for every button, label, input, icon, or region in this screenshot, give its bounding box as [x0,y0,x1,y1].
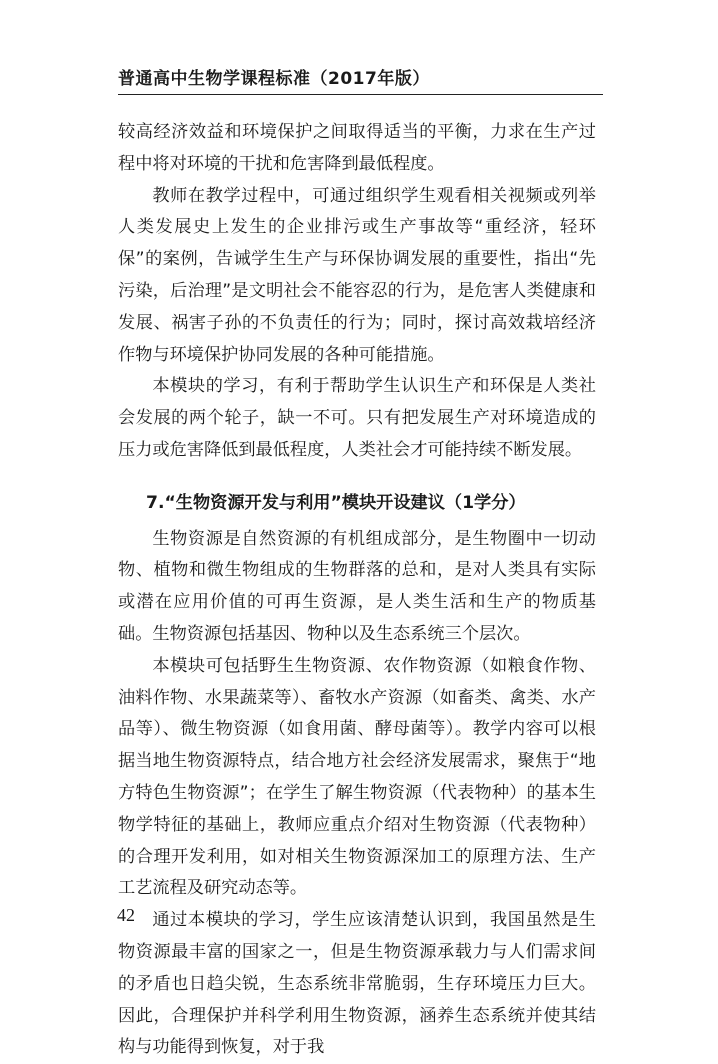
paragraph: 本模块可包括野生生物资源、农作物资源（如粮食作物、油料作物、水果蔬菜等）、畜牧水产资源（如畜类、禽类、水产品等）、微生物资源（如食用菌、酵母菌等）。教学内容可以根据当地生物资源特点，结合地方社会经济发展需求，聚焦于“地方特色生物资源”；在学生了解生物资源（代表物种）的基本生物学特征的基础上，教师应重点介绍对生物资源（代表物种）的合理开发利用，如对相关生物资源深加工的原理方法、生产工艺流程及研究动态等。 [118,655,596,899]
running-header-title: 普通高中生物学课程标准（2017年版） [118,69,430,89]
body-text [118,117,596,1064]
paragraph: 生物资源是自然资源的有机组成部分，是生物圈中一切动物、植物和微生物组成的生物群落的总和，是对人类具有实际或潜在应用价值的可再生资源，是人类生活和生产的物质基础。生物资源包括基因、物种以及生态系统三个层次。 [118,528,596,644]
paragraph-continued: 较高经济效益和环境保护之间取得适当的平衡，力求在生产过程中将对环境的干扰和危害降到最低程度。 [118,122,596,174]
header-rule [118,94,603,95]
paragraph: 本模块的学习，有利于帮助学生认识生产和环保是人类社会发展的两个轮子，缺一不可。只有把发展生产对环境造成的压力或危害降低到最低程度，人类社会才可能持续不断发展。 [118,376,596,460]
paragraph: 通过本模块的学习，学生应该清楚认识到，我国虽然是生物资源最丰富的国家之一，但是生物资源承载力与人们需求间的矛盾也日趋尖锐，生态系统非常脆弱，生存环境压力巨大。因此，合理保护并科学利用生物资源，涵养生态系统并使其结构与功能得到恢复，对于我 [118,910,596,1058]
page-number: 42 [117,905,135,925]
paragraph: 教师在教学过程中，可通过组织学生观看相关视频或列举人类发展史上发生的企业排污或生产事故等“重经济，轻环保”的案例，告诫学生生产与环保协调发展的重要性，指出“先污染，后治理”是文明社会不能容忍的行为，是危害人类健康和发展、祸害子孙的不负责任的行为；同时，探讨高效栽培经济作物与环境保护协同发展的各种可能措施。 [118,185,596,365]
section-heading: 7.“生物资源开发与利用”模块开设建议（1学分） [146,492,526,513]
